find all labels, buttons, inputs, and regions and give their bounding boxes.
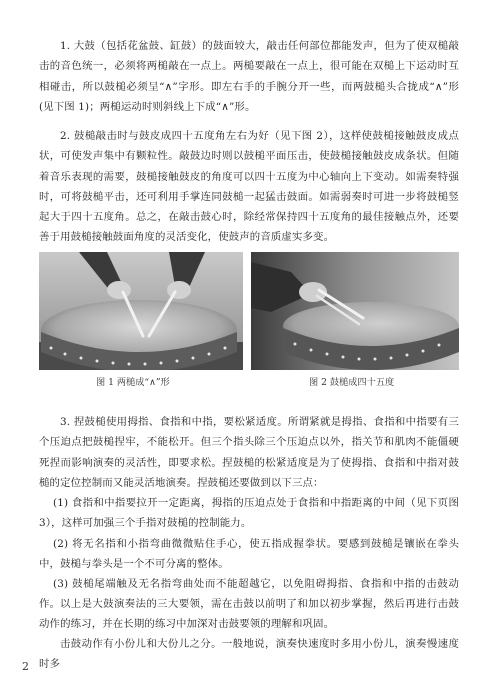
drum-two-sticks-image [39, 252, 243, 370]
drum-stick-angle-image [251, 252, 459, 370]
paragraph-8: 击鼓动作有小份儿和大份儿之分。一般地说，演奏快速度时多用小份儿，演奏慢速度时多 [39, 638, 459, 671]
page-number: 2 [22, 660, 29, 673]
paragraph-4: (1) 食指和中指要拉开一定距离，拇指的压迫点处于食指和中指距离的中间（见下页图 3），这样可加强三个手指对鼓槌的控制能力。 [39, 497, 459, 530]
figure-1-caption: 图 1 两槌成“∧”形 [96, 377, 170, 388]
paragraph-5: (2) 将无名指和小指弯曲微微贴住手心，使五指成握拳状。要感到鼓槌是镶嵌在拳头中，鼓槌与拳头是一个不可分离的整体。 [39, 538, 459, 571]
figure-2-caption: 图 2 鼓槌成四十五度 [309, 377, 395, 388]
paragraph-2: 2. 鼓槌敲击时与鼓皮成四十五度角左右为好（见下图 2），这样使鼓槌接触鼓皮成点状，可使发声集中有颗粒性。敲鼓边时则以鼓槌平面压击，使鼓槌接触鼓皮成条状。但随着音乐表现的需要，鼓槌接触鼓皮的角度可以四十五度为中心轴向上下变动。如需奏特强时，可将鼓槌平击，还可利用手掌连同鼓槌一起猛击鼓面。如需弱奏时可进一步将鼓槌竖起大于四十五度角。总之，在敲击鼓心时，除经常保持四十五度角的最佳接触点外，还要善于用鼓槌接触鼓面角度的灵活变化，使鼓声的音质虚实多变。 [39, 130, 459, 244]
figure-2-photo [251, 252, 459, 370]
figure-1-photo [39, 252, 243, 370]
paragraph-1: 1. 大鼓（包括花盆鼓、缸鼓）的鼓面较大，敲击任何部位都能发声，但为了使双槌敲击的音色统一，必须将两槌敲在一点上。两槌要敲在一点上，很可能在双槌上下运动时互相碰击，所以鼓槌必须呈“∧”字形。即左右手的手腕分开一些，而两鼓槌头合拢成“∧”形(见下图 1)；两槌运动时则斜线上下成“∧”形。 [39, 40, 459, 113]
paragraph-6: (3) 鼓槌尾端触及无名指弯曲处而不能超越它，以免阻碍拇指、食指和中指的击鼓动作。 [39, 578, 459, 611]
paragraph-7: 以上是大鼓演奏法的三大要领，需在击鼓以前明了和加以初步掌握，然后再进行击鼓动作的练习，并在长期的练习中加深对击鼓要领的理解和巩固。 [39, 598, 459, 631]
paragraph-3: 3. 捏鼓槌使用拇指、食指和中指，要松紧适度。所谓紧就是拇指、食指和中指要有三个压迫点把鼓槌捏牢，不能松开。但三个指头除三个压迫点以外，指关节和肌肉不能僵硬死捏而影响演奏的灵活性，即要求松。捏鼓槌的松紧适度是为了使拇指、食指和中指对鼓槌的定位控制而又能灵活地演奏。捏鼓槌还要做到以下三点： [39, 416, 459, 489]
